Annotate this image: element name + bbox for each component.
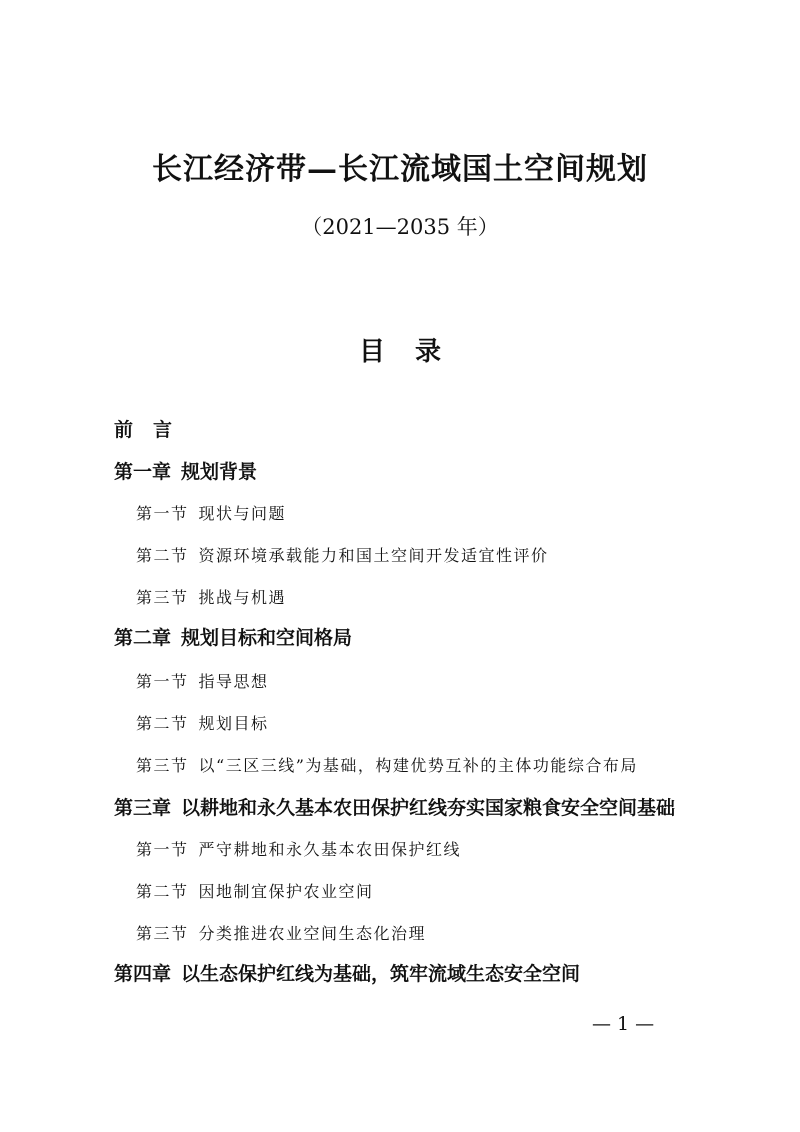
section-title: 现状与问题 bbox=[198, 504, 287, 523]
preface-char: 前 bbox=[114, 419, 134, 441]
toc-section-2-2[interactable] bbox=[136, 712, 269, 736]
toc-heading-char: 目 bbox=[358, 337, 385, 367]
preface-char: 言 bbox=[153, 419, 173, 441]
section-title: 资源环境承载能力和国土空间开发适宜性评价 bbox=[198, 546, 549, 565]
toc-chapter-1[interactable] bbox=[114, 458, 257, 486]
toc-section-3-3[interactable] bbox=[136, 922, 426, 946]
section-number: 第三节 bbox=[136, 588, 189, 607]
section-number: 第一节 bbox=[136, 504, 189, 523]
section-number: 第二节 bbox=[136, 546, 189, 565]
section-number: 第二节 bbox=[136, 714, 189, 733]
toc-section-1-3[interactable] bbox=[136, 586, 286, 610]
toc-chapter-2[interactable] bbox=[114, 624, 352, 652]
chapter-number: 第四章 bbox=[114, 963, 172, 985]
toc-section-1-1[interactable] bbox=[136, 502, 286, 526]
toc-heading-char: 录 bbox=[415, 337, 442, 367]
section-title: 以“三区三线”为基础，构建优势互补的主体功能综合布局 bbox=[198, 756, 638, 775]
toc-section-1-2[interactable] bbox=[136, 544, 549, 568]
toc-entry-preface[interactable] bbox=[114, 416, 172, 444]
section-title: 严守耕地和永久基本农田保护红线 bbox=[198, 840, 462, 859]
section-title: 挑战与机遇 bbox=[198, 588, 287, 607]
chapter-number: 第一章 bbox=[114, 461, 172, 483]
toc-section-2-3[interactable] bbox=[136, 754, 638, 778]
toc-section-3-1[interactable] bbox=[136, 838, 461, 862]
section-number: 第二节 bbox=[136, 882, 189, 901]
section-title: 因地制宜保护农业空间 bbox=[198, 882, 374, 901]
section-number: 第三节 bbox=[136, 756, 189, 775]
document-title: 长江经济带—长江流域国土空间规划 bbox=[152, 152, 648, 187]
section-number: 第一节 bbox=[136, 840, 189, 859]
section-title: 规划目标 bbox=[198, 714, 269, 733]
chapter-number: 第三章 bbox=[114, 797, 172, 819]
chapter-title: 规划目标和空间格局 bbox=[181, 627, 353, 649]
section-title: 分类推进农业空间生态化治理 bbox=[198, 924, 427, 943]
document-subtitle: （2021—2035 年） bbox=[301, 215, 499, 239]
section-number: 第一节 bbox=[136, 672, 189, 691]
section-title: 指导思想 bbox=[198, 672, 269, 691]
chapter-title: 以生态保护红线为基础，筑牢流域生态安全空间 bbox=[181, 963, 581, 985]
chapter-title: 以耕地和永久基本农田保护红线夯实国家粮食安全空间基础 bbox=[181, 797, 676, 819]
toc-section-2-1[interactable] bbox=[136, 670, 269, 694]
page-number: — 1 — bbox=[592, 1013, 655, 1035]
toc-chapter-4[interactable] bbox=[114, 960, 580, 988]
section-number: 第三节 bbox=[136, 924, 189, 943]
chapter-title: 规划背景 bbox=[181, 461, 258, 483]
toc-section-3-2[interactable] bbox=[136, 880, 374, 904]
toc-chapter-3[interactable] bbox=[114, 794, 675, 822]
toc-heading bbox=[0, 334, 800, 370]
chapter-number: 第二章 bbox=[114, 627, 172, 649]
